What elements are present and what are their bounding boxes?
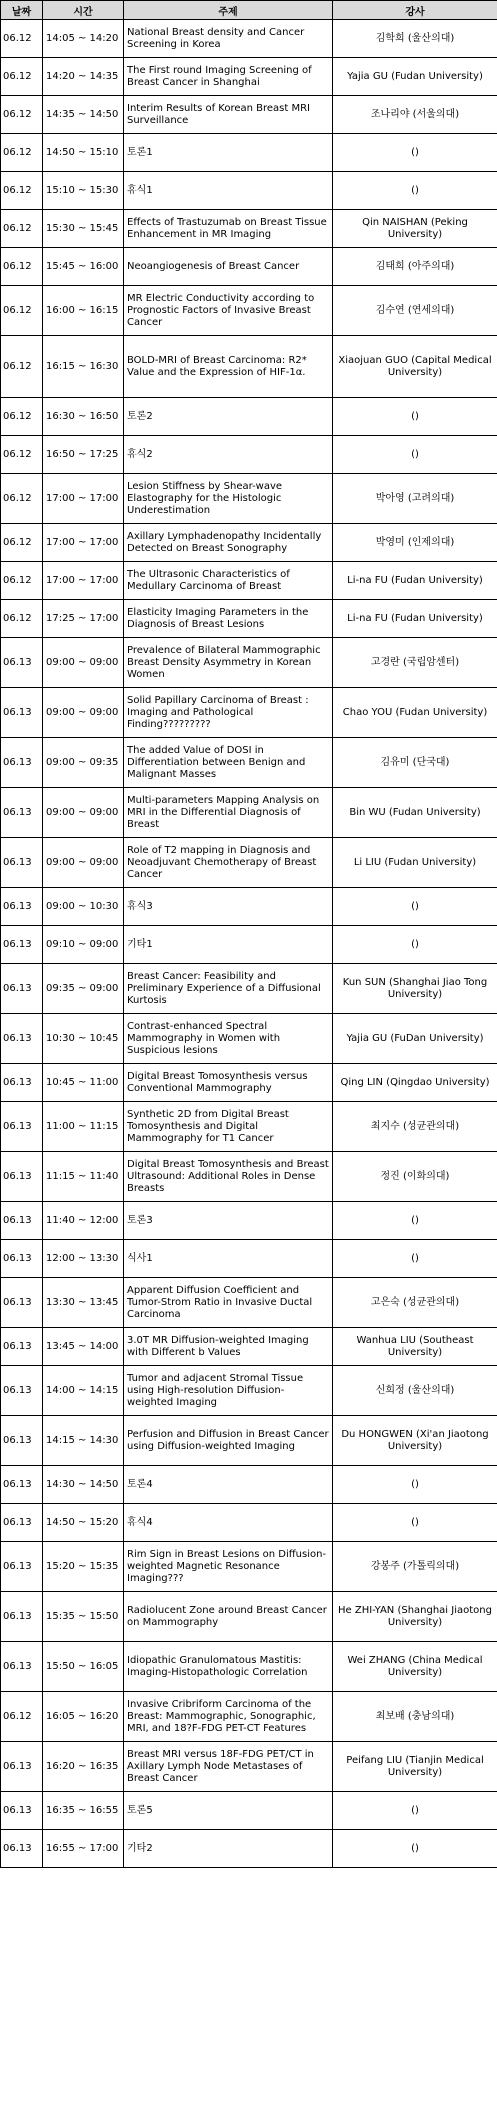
cell-date: 06.12: [1, 398, 43, 436]
cell-speaker: Xiaojuan GUO (Capital Medical University): [333, 336, 497, 398]
cell-time: 09:00 ~ 10:30: [43, 888, 124, 926]
cell-topic: 기타2: [124, 1830, 333, 1868]
cell-date: 06.13: [1, 1830, 43, 1868]
cell-topic: Solid Papillary Carcinoma of Breast : Imaging and Pathological Finding?????????: [124, 688, 333, 738]
cell-topic: 3.0T MR Diffusion-weighted Imaging with Different b Values: [124, 1328, 333, 1366]
cell-topic: Breast Cancer: Feasibility and Preliminary Experience of a Diffusional Kurtosis: [124, 964, 333, 1014]
cell-date: 06.13: [1, 1642, 43, 1692]
cell-speaker: 박아영 (고려의대): [333, 474, 497, 524]
cell-date: 06.13: [1, 1504, 43, 1542]
table-row: [1, 788, 497, 838]
cell-time: 16:05 ~ 16:20: [43, 1692, 124, 1742]
table-row: [1, 398, 497, 436]
cell-time: 15:20 ~ 15:35: [43, 1542, 124, 1592]
header-topic: 주제: [124, 1, 333, 20]
header-row: [1, 1, 497, 20]
cell-speaker: (): [333, 134, 497, 172]
cell-topic: 휴식4: [124, 1504, 333, 1542]
cell-date: 06.12: [1, 96, 43, 134]
cell-time: 16:30 ~ 16:50: [43, 398, 124, 436]
cell-time: 15:45 ~ 16:00: [43, 248, 124, 286]
table-row: [1, 738, 497, 788]
cell-date: 06.12: [1, 436, 43, 474]
table-row: [1, 172, 497, 210]
cell-speaker: Kun SUN (Shanghai Jiao Tong University): [333, 964, 497, 1014]
cell-date: 06.13: [1, 1792, 43, 1830]
cell-topic: Tumor and adjacent Stromal Tissue using High-resolution Diffusion-weighted Imaging: [124, 1366, 333, 1416]
cell-date: 06.12: [1, 524, 43, 562]
table-row: [1, 1830, 497, 1868]
table-row: [1, 1692, 497, 1742]
cell-speaker: (): [333, 1240, 497, 1278]
table-row: [1, 1064, 497, 1102]
table-row: [1, 474, 497, 524]
header-date: 날짜: [1, 1, 43, 20]
cell-topic: 토론1: [124, 134, 333, 172]
table-row: [1, 1328, 497, 1366]
cell-date: 06.12: [1, 474, 43, 524]
cell-speaker: (): [333, 398, 497, 436]
cell-time: 16:15 ~ 16:30: [43, 336, 124, 398]
table-row: [1, 926, 497, 964]
cell-speaker: (): [333, 926, 497, 964]
cell-time: 12:00 ~ 13:30: [43, 1240, 124, 1278]
cell-speaker: (): [333, 1466, 497, 1504]
table-row: [1, 1642, 497, 1692]
cell-time: 15:30 ~ 15:45: [43, 210, 124, 248]
table-row: [1, 1542, 497, 1592]
table-row: [1, 1592, 497, 1642]
cell-topic: The added Value of DOSI in Differentiation between Benign and Malignant Masses: [124, 738, 333, 788]
cell-speaker: Wei ZHANG (China Medical University): [333, 1642, 497, 1692]
cell-date: 06.13: [1, 926, 43, 964]
cell-time: 11:40 ~ 12:00: [43, 1202, 124, 1240]
cell-date: 06.13: [1, 1466, 43, 1504]
table-row: [1, 436, 497, 474]
cell-speaker: 고경란 (국립암센터): [333, 638, 497, 688]
cell-topic: Breast MRI versus 18F-FDG PET/CT in Axillary Lymph Node Metastases of Breast Cancer: [124, 1742, 333, 1792]
cell-speaker: Peifang LIU (Tianjin Medical University): [333, 1742, 497, 1792]
cell-date: 06.12: [1, 210, 43, 248]
cell-topic: The Ultrasonic Characteristics of Medullary Carcinoma of Breast: [124, 562, 333, 600]
cell-date: 06.12: [1, 172, 43, 210]
cell-date: 06.13: [1, 888, 43, 926]
cell-topic: Rim Sign in Breast Lesions on Diffusion-weighted Magnetic Resonance Imaging???: [124, 1542, 333, 1592]
cell-time: 09:10 ~ 09:00: [43, 926, 124, 964]
table-row: [1, 96, 497, 134]
table-row: [1, 888, 497, 926]
cell-date: 06.13: [1, 964, 43, 1014]
cell-time: 14:00 ~ 14:15: [43, 1366, 124, 1416]
cell-date: 06.13: [1, 838, 43, 888]
cell-topic: Digital Breast Tomosynthesis and Breast Ultrasound: Additional Roles in Dense Breasts: [124, 1152, 333, 1202]
cell-time: 13:45 ~ 14:00: [43, 1328, 124, 1366]
cell-date: 06.13: [1, 1102, 43, 1152]
cell-topic: Radiolucent Zone around Breast Cancer on Mammography: [124, 1592, 333, 1642]
cell-speaker: Li-na FU (Fudan University): [333, 600, 497, 638]
cell-date: 06.13: [1, 788, 43, 838]
cell-time: 14:35 ~ 14:50: [43, 96, 124, 134]
cell-speaker: 정진 (이화의대): [333, 1152, 497, 1202]
cell-speaker: (): [333, 888, 497, 926]
cell-topic: Multi-parameters Mapping Analysis on MRI in the Differential Diagnosis of Breast: [124, 788, 333, 838]
cell-topic: 휴식1: [124, 172, 333, 210]
cell-date: 06.13: [1, 1278, 43, 1328]
table-row: [1, 286, 497, 336]
cell-time: 14:15 ~ 14:30: [43, 1416, 124, 1466]
cell-speaker: Qing LIN (Qingdao University): [333, 1064, 497, 1102]
cell-date: 06.13: [1, 688, 43, 738]
cell-time: 16:50 ~ 17:25: [43, 436, 124, 474]
cell-topic: Invasive Cribriform Carcinoma of the Breast: Mammographic, Sonographic, MRI, and 18?F-FDG PET-CT Features: [124, 1692, 333, 1742]
table-row: [1, 1504, 497, 1542]
cell-time: 15:50 ~ 16:05: [43, 1642, 124, 1692]
cell-date: 06.13: [1, 1366, 43, 1416]
cell-date: 06.12: [1, 134, 43, 172]
cell-speaker: Li-na FU (Fudan University): [333, 562, 497, 600]
cell-time: 17:00 ~ 17:00: [43, 562, 124, 600]
cell-topic: Perfusion and Diffusion in Breast Cancer using Diffusion-weighted Imaging: [124, 1416, 333, 1466]
cell-time: 09:00 ~ 09:00: [43, 638, 124, 688]
table-row: [1, 1202, 497, 1240]
cell-topic: 토론5: [124, 1792, 333, 1830]
cell-speaker: 강봉주 (가톨릭의대): [333, 1542, 497, 1592]
cell-date: 06.13: [1, 1542, 43, 1592]
table-row: [1, 1792, 497, 1830]
table-row: [1, 600, 497, 638]
cell-date: 06.13: [1, 1202, 43, 1240]
table-row: [1, 1102, 497, 1152]
cell-date: 06.12: [1, 562, 43, 600]
cell-date: 06.12: [1, 600, 43, 638]
cell-date: 06.13: [1, 1742, 43, 1792]
cell-speaker: 김학희 (울산의대): [333, 20, 497, 58]
cell-topic: 식사1: [124, 1240, 333, 1278]
cell-time: 09:00 ~ 09:35: [43, 738, 124, 788]
cell-topic: Idiopathic Granulomatous Mastitis: Imaging-Histopathologic Correlation: [124, 1642, 333, 1692]
cell-topic: National Breast density and Cancer Screening in Korea: [124, 20, 333, 58]
table-row: [1, 1416, 497, 1466]
cell-speaker: Yajia GU (Fudan University): [333, 58, 497, 96]
cell-date: 06.13: [1, 1592, 43, 1642]
cell-topic: 토론2: [124, 398, 333, 436]
cell-date: 06.13: [1, 738, 43, 788]
header-speaker: 강사: [333, 1, 497, 20]
cell-date: 06.12: [1, 1692, 43, 1742]
cell-topic: 휴식3: [124, 888, 333, 926]
cell-speaker: Li LIU (Fudan University): [333, 838, 497, 888]
cell-topic: Elasticity Imaging Parameters in the Diagnosis of Breast Lesions: [124, 600, 333, 638]
cell-date: 06.13: [1, 1328, 43, 1366]
header-time: 시간: [43, 1, 124, 20]
cell-date: 06.12: [1, 286, 43, 336]
cell-time: 09:00 ~ 09:00: [43, 838, 124, 888]
cell-topic: Neoangiogenesis of Breast Cancer: [124, 248, 333, 286]
cell-speaker: 박영미 (인제의대): [333, 524, 497, 562]
cell-time: 09:00 ~ 09:00: [43, 688, 124, 738]
cell-date: 06.13: [1, 1240, 43, 1278]
cell-time: 14:50 ~ 15:20: [43, 1504, 124, 1542]
table-row: [1, 248, 497, 286]
cell-date: 06.12: [1, 20, 43, 58]
cell-speaker: 최보배 (충남의대): [333, 1692, 497, 1742]
cell-speaker: (): [333, 1504, 497, 1542]
cell-time: 17:25 ~ 17:00: [43, 600, 124, 638]
cell-time: 16:35 ~ 16:55: [43, 1792, 124, 1830]
cell-speaker: Bin WU (Fudan University): [333, 788, 497, 838]
cell-time: 14:50 ~ 15:10: [43, 134, 124, 172]
cell-date: 06.12: [1, 248, 43, 286]
cell-speaker: 조나리야 (서울의대): [333, 96, 497, 134]
table-row: [1, 1152, 497, 1202]
table-row: [1, 1366, 497, 1416]
cell-time: 11:15 ~ 11:40: [43, 1152, 124, 1202]
cell-topic: Lesion Stiffness by Shear-wave Elastography for the Histologic Underestimation: [124, 474, 333, 524]
cell-speaker: He ZHI-YAN (Shanghai Jiaotong University): [333, 1592, 497, 1642]
cell-time: 14:05 ~ 14:20: [43, 20, 124, 58]
cell-time: 10:30 ~ 10:45: [43, 1014, 124, 1064]
table-row: [1, 336, 497, 398]
table-row: [1, 134, 497, 172]
cell-date: 06.12: [1, 58, 43, 96]
cell-time: 11:00 ~ 11:15: [43, 1102, 124, 1152]
cell-date: 06.13: [1, 1416, 43, 1466]
cell-topic: 토론4: [124, 1466, 333, 1504]
cell-date: 06.12: [1, 336, 43, 398]
cell-topic: 토론3: [124, 1202, 333, 1240]
cell-topic: MR Electric Conductivity according to Prognostic Factors of Invasive Breast Cancer: [124, 286, 333, 336]
cell-topic: Apparent Diffusion Coefficient and Tumor-Strom Ratio in Invasive Ductal Carcinoma: [124, 1278, 333, 1328]
cell-topic: Interim Results of Korean Breast MRI Surveillance: [124, 96, 333, 134]
cell-time: 17:00 ~ 17:00: [43, 524, 124, 562]
table-row: [1, 20, 497, 58]
cell-date: 06.13: [1, 1064, 43, 1102]
cell-time: 10:45 ~ 11:00: [43, 1064, 124, 1102]
cell-topic: Contrast-enhanced Spectral Mammography in Women with Suspicious lesions: [124, 1014, 333, 1064]
cell-date: 06.13: [1, 638, 43, 688]
cell-speaker: (): [333, 1202, 497, 1240]
cell-topic: Digital Breast Tomosynthesis versus Conventional Mammography: [124, 1064, 333, 1102]
cell-date: 06.13: [1, 1152, 43, 1202]
table-row: [1, 1014, 497, 1064]
cell-time: 16:00 ~ 16:15: [43, 286, 124, 336]
cell-time: 17:00 ~ 17:00: [43, 474, 124, 524]
cell-speaker: Yajia GU (FuDan University): [333, 1014, 497, 1064]
cell-time: 09:00 ~ 09:00: [43, 788, 124, 838]
cell-time: 13:30 ~ 13:45: [43, 1278, 124, 1328]
cell-time: 15:10 ~ 15:30: [43, 172, 124, 210]
cell-topic: The First round Imaging Screening of Breast Cancer in Shanghai: [124, 58, 333, 96]
table-row: [1, 1278, 497, 1328]
table-row: [1, 638, 497, 688]
cell-speaker: Du HONGWEN (Xi'an Jiaotong University): [333, 1416, 497, 1466]
cell-speaker: Wanhua LIU (Southeast University): [333, 1328, 497, 1366]
cell-time: 09:35 ~ 09:00: [43, 964, 124, 1014]
cell-speaker: (): [333, 1830, 497, 1868]
cell-time: 15:35 ~ 15:50: [43, 1592, 124, 1642]
cell-topic: BOLD-MRI of Breast Carcinoma: R2* Value and the Expression of HIF-1α.: [124, 336, 333, 398]
cell-speaker: 김태희 (아주의대): [333, 248, 497, 286]
cell-speaker: (): [333, 1792, 497, 1830]
cell-speaker: (): [333, 172, 497, 210]
table-row: [1, 1742, 497, 1792]
cell-time: 16:20 ~ 16:35: [43, 1742, 124, 1792]
cell-topic: Prevalence of Bilateral Mammographic Breast Density Asymmetry in Korean Women: [124, 638, 333, 688]
cell-speaker: 최지수 (성균관의대): [333, 1102, 497, 1152]
cell-time: 14:30 ~ 14:50: [43, 1466, 124, 1504]
table-row: [1, 562, 497, 600]
cell-speaker: 김수연 (연세의대): [333, 286, 497, 336]
table-row: [1, 1240, 497, 1278]
cell-speaker: 신희정 (울산의대): [333, 1366, 497, 1416]
table-row: [1, 838, 497, 888]
cell-topic: Effects of Trastuzumab on Breast Tissue Enhancement in MR Imaging: [124, 210, 333, 248]
cell-speaker: 고은숙 (성균관의대): [333, 1278, 497, 1328]
table-row: [1, 210, 497, 248]
table-row: [1, 1466, 497, 1504]
table-row: [1, 688, 497, 738]
cell-topic: 기타1: [124, 926, 333, 964]
cell-speaker: Chao YOU (Fudan University): [333, 688, 497, 738]
cell-topic: Axillary Lymphadenopathy Incidentally Detected on Breast Sonography: [124, 524, 333, 562]
table-row: [1, 964, 497, 1014]
cell-time: 16:55 ~ 17:00: [43, 1830, 124, 1868]
cell-time: 14:20 ~ 14:35: [43, 58, 124, 96]
cell-topic: Role of T2 mapping in Diagnosis and Neoadjuvant Chemotherapy of Breast Cancer: [124, 838, 333, 888]
table-row: [1, 524, 497, 562]
cell-topic: 휴식2: [124, 436, 333, 474]
table-row: [1, 58, 497, 96]
cell-speaker: 김유미 (단국대): [333, 738, 497, 788]
cell-speaker: (): [333, 436, 497, 474]
cell-topic: Synthetic 2D from Digital Breast Tomosynthesis and Digital Mammography for T1 Cancer: [124, 1102, 333, 1152]
cell-date: 06.13: [1, 1014, 43, 1064]
cell-speaker: Qin NAISHAN (Peking University): [333, 210, 497, 248]
